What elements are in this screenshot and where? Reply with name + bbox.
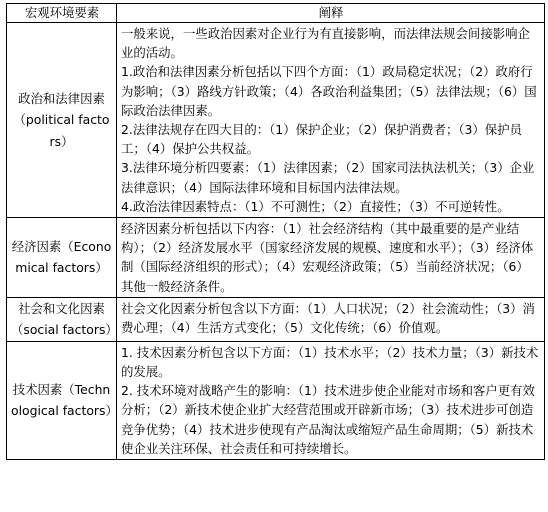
header-explanation: 阐释 — [117, 4, 545, 23]
technological-paragraph-1: 1. 技术因素分析包含以下方面：（1）技术水平；（2）技术力量；（3）新技术的发展。 — [121, 344, 539, 380]
social-paragraph: 社会文化因素分析包含以下方面：（1）人口状况；（2）社会流动性；（3）消费心理；（4）生活方式变化；（5）文化传统；（6）价值观。 — [121, 300, 535, 336]
explanation-economic — [117, 218, 545, 298]
factor-political: 政治和法律因素（political factors） — [7, 23, 117, 218]
technological-paragraph-2: 2. 技术环境对战略产生的影响：（1）技术进步使企业能对市场和客户更有效分析；（2）新技术使企业扩大经营范围或开辟新市场；（3）技术进步可创造竞争优势；（4）技术进步使现有产品淘汰或缩短产品生命周期；（5）新技术使企业关注环保、社会责任和可持续增长。 — [121, 383, 535, 456]
explanation-political — [117, 23, 545, 218]
political-paragraph-1: 1.政治和法律因素分析包括以下四个方面：（1）政局稳定状况；（2）政府行为影响；（3）路线方针政策；（4）各政治利益集团；（5）法律法规；（6）国际政治法律因素。 — [121, 64, 537, 118]
political-paragraph-4: 4.政治法律因素特点：（1）不可测性；（2）直接性；（3）不可逆转性。 — [121, 198, 510, 214]
factor-technological: 技术因素（Technological factors） — [7, 341, 117, 459]
macro-environment-table — [6, 3, 545, 460]
explanation-social — [117, 297, 545, 341]
economic-paragraph: 经济因素分析包括以下内容：（1）社会经济结构（其中最重要的是产业结构）；（2）经济发展水平（国家经济发展的规模、速度和水平）；（3）经济体制（国际经济组织的形式）；（4）宏观经济政策；（5）当前经济状况；（6）其他一般经济条件。 — [121, 221, 534, 294]
factor-economic: 经济因素（Economical factors） — [7, 218, 117, 298]
table-row-economic — [7, 218, 545, 298]
table-header-row — [7, 4, 545, 23]
explanation-technological — [117, 341, 545, 459]
table-row-social — [7, 297, 545, 341]
header-factor: 宏观环境要素 — [7, 4, 117, 23]
table-row-political — [7, 23, 545, 218]
political-paragraph-intro: 一般来说，一些政治因素对企业行为有直接影响，而法律法规会间接影响企业的活动。 — [121, 26, 530, 61]
political-paragraph-2: 2.法律法规存在四大目的：（1）保护企业；（2）保护消费者；（3）保护员工；（4）保护公共权益。 — [121, 122, 522, 157]
table-row-technological — [7, 341, 545, 459]
factor-social: 社会和文化因素（social factors） — [7, 297, 117, 341]
political-paragraph-3: 3.法律环境分析四要素：（1）法律因素；（2）国家司法执法机关；（3）企业法律意识；（4）国际法律环境和目标国内法律法规。 — [121, 160, 535, 195]
